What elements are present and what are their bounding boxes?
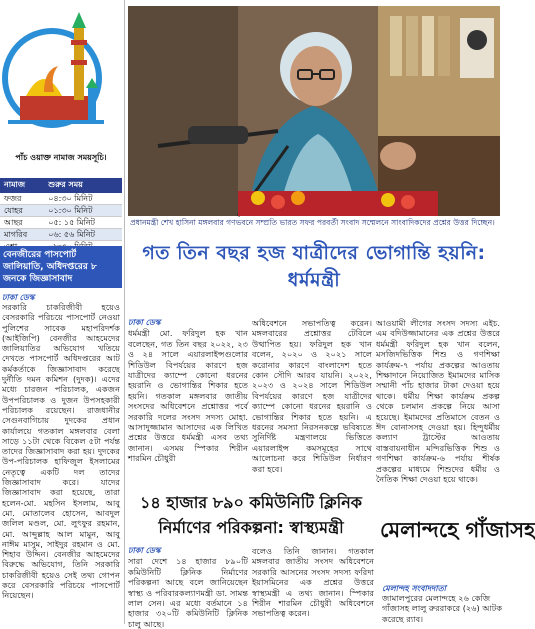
prayer-schedule-title: পাঁচ ওয়াক্ত নামাজ সময়সূচি। [15,153,107,162]
clinic-story-column-2: বলেও তিনি জানান। গতকাল মঙ্গলবার জাতীয় সংসদ অধিবেশনে সরকারি আসনের সংসদ সদস্য ফরিদা ইয়াসমিনের এক প্রশ্নের উত্তরে স্বাস্থ্যমন্ত্রী এ তথ্য জানান। স্পিকার শিরীন শারমিন চৌধুরী অধিবেশনে সভাপতিত্ব করেন। [252,546,374,619]
clinic-story-text-1: সারা দেশে ১৪ হাজার ৮৯০টি কমিউনিটি ক্লিনিক নির্মাণের পরিকল্পনা আছে বলে জানিয়েছেন স্বাস্থ্য ও পরিবারকল্যাণমন্ত্রী ডা. সামন্ত লাল সেন। এর মধ্যে বর্তমানে ১৪ হাজার ৩২০টি কমিউনিটি ক্লিনিক চালু আছে। [128,556,248,629]
melandah-story-headline[interactable]: মেলান্দহে গাঁজাসহ [380,518,535,542]
left-column [0,0,122,624]
mosque-logo [0,0,122,150]
main-story-column-2: অধিবেশনে সভাপতিত্ব করেন। মঙ্গলবারের প্রশ্নোত্তর টেবিলে উত্থাপিত হয়। ফরিদুল হক খান বলেন, ২০২০ ও ২০২১ সালে করোনার কারণে বাংলাদেশ হতে কোন সৌদি আরব যায়নি। ২০২২, ২০২৩ ও ২০২৪ সালে শিডিউল বিপর্যয়ের কারণে হজ যাত্রীদের ক্যাম্পে কোনো ধরনের হয়রানি ও ভোগান্তির শিকার হতে হয়নি। এ ধরনের সমস্যা নিরসনকল্পে ভবিষ্যতে সুনির্দিষ্ট মন্ত্রণালয়ে ভিত্তিতে এয়ারলাইন্স কমসমূহের সাথে আলোচনা করে শিডিউল নির্ধারণ করা হবে। [252,318,372,474]
clinic-story-byline: ঢাকা ডেস্ক [128,546,161,555]
column-header-prayer: নামাজ [0,178,44,193]
main-story-byline: ঢাকা ডেস্ক [128,318,161,327]
main-story-headline[interactable]: গত তিন বছর হজ যাত্রীদের ভোগান্তি হয়নি: ধর্মমন্ত্রী [142,242,486,291]
table-row [0,229,122,241]
left-story-body: সরকারি চাকরিজীবী হয়েও বেসরকারি পরিচয়ে পাসপোর্ট নেওয়া পুলিশের সাবেক মহাপরিদর্শক (আইজিপি) বেনজীর আহমেদের জালিয়াতির অভিযোগ খতিয়ে দেখতে পাসপোর্ট অধিদপ্তরের আট কর্মকর্তাকে জিজ্ঞাসাবাদ করেছে দুর্নীতি দমন কমিশন (দুদক)। এদের মধ্যে চারজন পরিচালক, একজন উপপরিচালক ও দুজন উপসহকারী পরিচালক রয়েছেন। রাজধানীর সেগুনবাগিচায় দুদকের প্রধান কার্যালয়ে গতকাল মঙ্গলবার বেলা সাড়ে ১১টা থেকে বিকেল ৫টা পর্যন্ত তাদের জিজ্ঞাসাবাদ করা হয়। দুদকের উপ-পরিচালক হাফিজুল ইসলামের নেতৃত্বে একটি দল তাদের জিজ্ঞাসাবাদ করে। যাদের জিজ্ঞাসাবাদ করা হয়েছে, তারা হলেন-মো. মহসিন ইসলাম, আবু মো. মোতালেব হোসেন, আবদুল জলিল মণ্ডল, মো. লুৎফুর রহমান, মো. আব্দুল্লাহ আল মামুন, আবু নাঈম মাসুম, সাইদুর রহমান ও মো. শিহাব উদ্দিন। বেনজীর আহমেদের বিরুদ্ধে অভিযোগ, তিনি সরকারি চাকরিজীবী হয়েও সেই তথ্য গোপন করে বেসরকারি পরিচয়ে পাসপোর্ট নিয়েছেন। [2,302,120,601]
left-story-headline[interactable]: বেনজীরের পাসপোর্ট জালিয়াতি, অধিদপ্তরের ৮ জনকে জিজ্ঞাসাবাদ [0,246,122,288]
column-header-time: শুরুর সময় [44,178,122,193]
prayer-time: ০৫: ১৫ মিনিট [44,217,122,229]
melandah-story-byline: মেলান্দহ সংবাদদাতা [382,584,446,593]
prayer-name: যোহর [0,205,44,217]
melandah-story-body: জামালপুরের মেলান্দহে ২৬ কেজি গাঁজাসহ লালু রুররাকরে (২৬) আটক করেছে র‍্যাব। [382,593,503,624]
clinic-story-headline[interactable]: ১৪ হাজার ৮৯০ কমিউনিটি ক্লিনিক নির্মাণের পরিকল্পনা: স্বাস্থ্যমন্ত্রী [140,493,362,537]
table-row [0,205,122,217]
column-divider [124,0,125,624]
prayer-name: আছর [0,217,44,229]
prayer-name: ফজর [0,193,44,205]
table-row [0,217,122,229]
prayer-time: ০১:৩০ মিনিট [44,205,122,217]
table-row [0,193,122,205]
prayer-name: মাগরিব [0,229,44,241]
prayer-times-table [0,178,122,253]
photo-caption: প্রধানমন্ত্রী শেখ হাসিনা মঙ্গলবার গণভবনে সম্প্রতি ভারত সফর পরবর্তী সংবাদ সম্মেলনে সাংবাদিকদের প্রশ্নের উত্তর দিচ্ছেন। [130,218,495,227]
main-story-column-3: আওয়ামী লীগের সংসদ সদস্য এইচ. এম বদিউজ্জামানের এক প্রশ্নের উত্তরে ধর্মমন্ত্রী ফরিদুল হক খান বলেন, মসজিদভিত্তিক শিশু ও গণশিক্ষা কার্যক্রম-৭ পর্যায় প্রকল্পের আওতায় শিক্ষাদানে নিয়োজিত ইমামদের মাসিক সম্মানী পাঁচ হাজার টাকা দেওয়া হয়ে থাকে। ধর্মীয় শিক্ষা কার্যক্রম প্রকল্প থেকে চলমান প্রকল্পে নিয়ে আসা হয়েছে। ইমামদের প্রতিমাসে বেতন ও ঈদ বোনাসসহ দেওয়া হয়। হিন্দুধর্মীয় কল্যাণ ট্রাস্টের আওতায় বাস্তবায়নাধীন মন্দিরভিত্তিক শিশু ও গণশিক্ষা কার্যক্রম-৬ পর্যায় শীর্ষক প্রকল্পের মাধ্যমে শিশুদের ধর্মীয় ও নৈতিক শিক্ষা দেওয়া হয়ে থাকে। [376,318,500,485]
table-header-row [0,178,122,193]
main-story-column-1 [128,318,248,488]
main-story-text-1: ধর্মমন্ত্রী মো. ফরিদুল হক খান বলেছেন, গত তিন বছর ২০২২, ২৩ ও ২৪ সালে এয়ারলাইন্সগুলোর শিডিউল বিপর্যয়ের কারণে হজ যাত্রীদের ক্যাম্পে কোনো ধরনের হয়রানি ও ভোগান্তির শিকার হতে হয়নি। গতকাল মঙ্গলবার জাতীয় সংসদের অধিবেশনে প্রশ্নোত্তর পর্বে সরকারি দলের সংসদ সদস্য মোহা. আসাদুজ্জামান আসাদের এক লিখিত প্রশ্নের উত্তরে ধর্মমন্ত্রী এসব তথ্য জানান। এসময় স্পিকার শিরীন শারমিন চৌধুরী [128,328,248,464]
left-story-byline: ঢাকা ডেস্ক [2,293,35,302]
prayer-time: ০৬: ৫৬ মিনিট [44,229,122,241]
prayer-time: ০৪:৩০ মিনিট [44,193,122,205]
clinic-story-column-1 [128,546,248,629]
press-conference-photo[interactable] [128,6,500,216]
